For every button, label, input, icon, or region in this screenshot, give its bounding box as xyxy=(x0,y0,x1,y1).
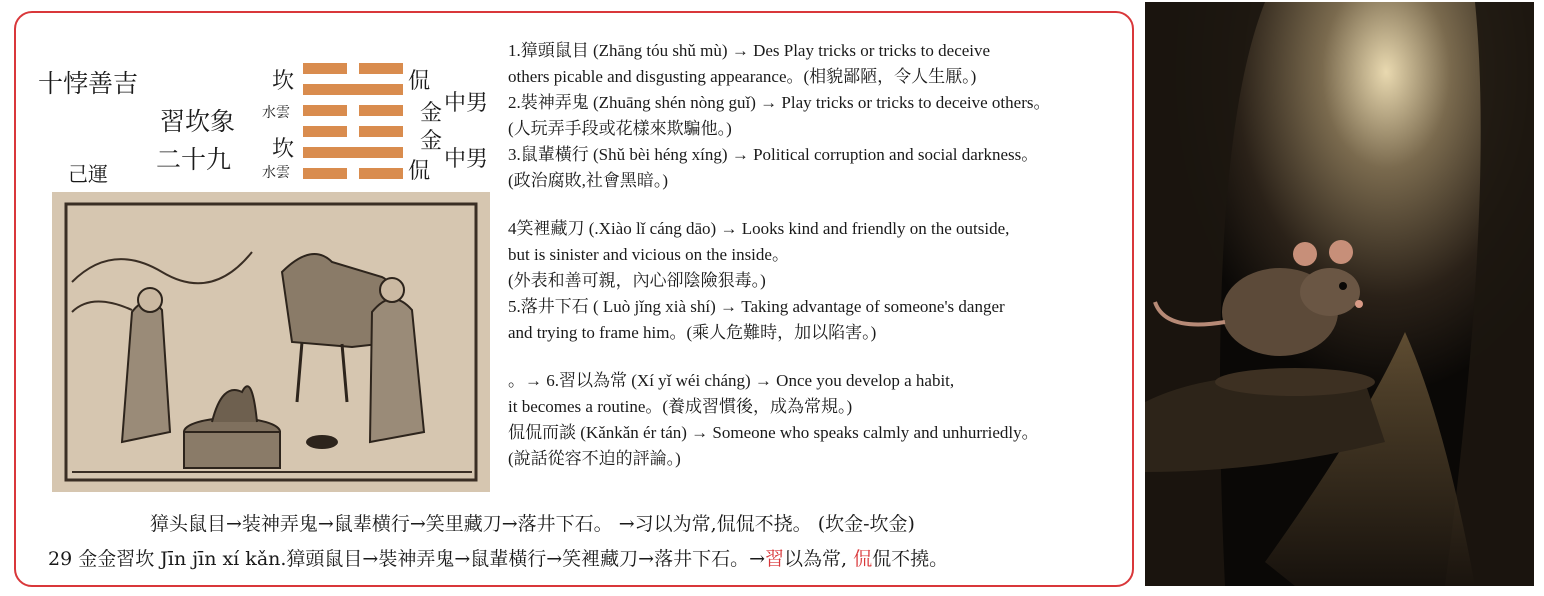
text-line: 3.鼠輩橫行 (Shǔ bèi héng xíng) → Political corruption and social darkness。 xyxy=(508,145,1039,164)
line-label-1: 侃 xyxy=(408,69,431,94)
text-line: (政治腐敗,社會黑暗。) xyxy=(508,171,669,190)
upper-trigram-name: 坎 xyxy=(272,69,295,94)
fortune-label: 己運 xyxy=(68,162,108,186)
summary-prefix: 29 金金習坎 Jīn jīn xí kǎn.獐頭鼠目→裝神弄鬼→鼠輩橫行→笑裡藏刀→落井下石。→ xyxy=(48,548,766,570)
summary-suffix: 侃不撓。 xyxy=(872,548,949,570)
explanation-text xyxy=(508,38,1050,472)
text-line: 2.裝神弄鬼 (Zhuāng shén nòng guǐ) → Play tricks or tricks to deceive others。 xyxy=(508,93,1051,112)
line-label-3: 金 xyxy=(420,129,443,154)
text-line: (說話從容不迫的評論。) xyxy=(508,449,681,468)
hexagram-number: 二十九 xyxy=(156,145,232,174)
text-line: 4笑裡藏刀 (.Xiào lǐ cáng dāo) → Looks kind and friendly on the outside, xyxy=(508,219,1010,238)
text-line: and trying to frame him。(乘人危難時，加以陷害。) xyxy=(508,323,877,342)
rat-cave-photo xyxy=(1145,2,1534,586)
side-label-2: 中男 xyxy=(444,147,489,172)
text-line: 。→ 6.習以為常 (Xí yǐ wéi cháng) → Once you develop a habit, xyxy=(508,371,955,390)
summary-mid: 以為常, xyxy=(784,548,854,570)
text-line: (外表和善可親，內心卻陰險狠毒。) xyxy=(508,271,766,290)
text-line: 侃侃而談 (Kǎnkǎn ér tán) → Someone who speaks calmly and unhurriedly。 xyxy=(508,423,1039,442)
lower-trigram-name: 坎 xyxy=(272,137,295,162)
text-line xyxy=(508,194,1050,216)
title-1: 十悖善吉 xyxy=(38,69,139,98)
lower-trigram-sub: 水雲 xyxy=(262,165,290,181)
woodcut-illustration xyxy=(52,192,490,492)
text-line: (人玩弄手段或花樣來欺騙他。) xyxy=(508,119,732,138)
text-line xyxy=(508,346,1050,368)
text-line: 1.獐頭鼠目 (Zhāng tóu shǔ mù) → Des Play tricks or tricks to deceive xyxy=(508,41,991,60)
side-label-1: 中男 xyxy=(444,91,489,116)
summary-line-simplified: 獐头鼠目→装神弄鬼→鼠辈横行→笑里藏刀→落井下石。 →习以为常,侃侃不挠。 (坎金-坎金) xyxy=(150,513,915,535)
highlight-char-2: 侃 xyxy=(853,548,873,570)
line-label-4: 侃 xyxy=(408,159,431,184)
highlight-char-1: 習 xyxy=(765,548,785,570)
summary-line-traditional xyxy=(48,544,948,571)
text-line: others picable and disgusting appearance。(相貌鄙陋，令人生厭。) xyxy=(508,67,977,86)
text-line: it becomes a routine。(養成習慣後，成為常規。) xyxy=(508,397,853,416)
text-line: but is sinister and vicious on the inside。 xyxy=(508,245,789,264)
title-2: 習坎象 xyxy=(160,107,236,136)
upper-trigram-sub: 水雲 xyxy=(262,105,290,121)
line-label-2: 金 xyxy=(420,101,443,126)
text-line: 5.落井下石 ( Luò jǐng xià shí) → Taking advantage of someone's danger xyxy=(508,297,1005,316)
